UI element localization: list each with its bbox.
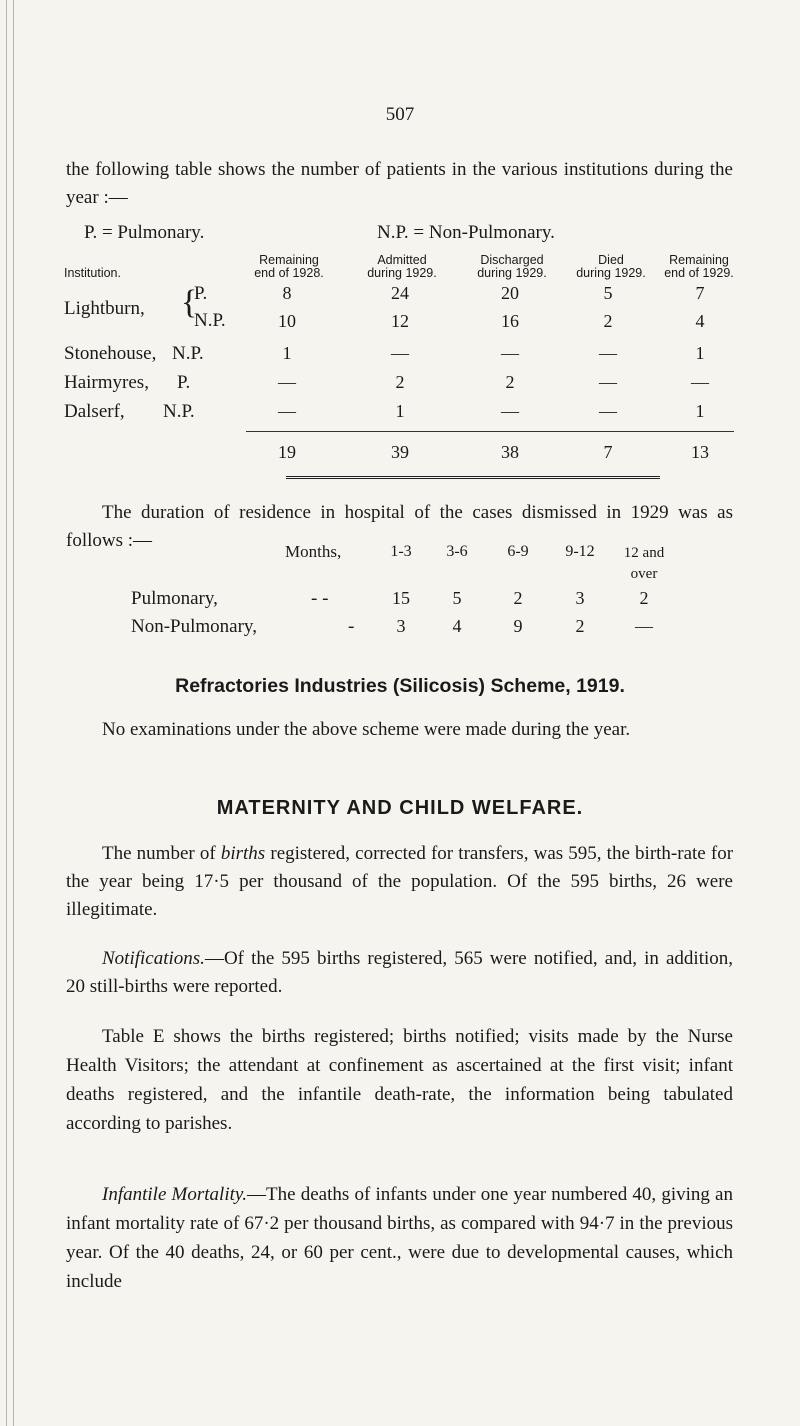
scan-edge-line bbox=[13, 0, 14, 1426]
patient-type: N.P. bbox=[194, 310, 226, 331]
page-number: 507 bbox=[385, 104, 415, 125]
table-cell: 15 bbox=[392, 588, 410, 608]
column-header: 9-12 bbox=[565, 543, 595, 560]
header-died: Died during 1929. bbox=[576, 253, 646, 280]
header-remaining-start: Remaining end of 1928. bbox=[254, 253, 324, 280]
legend-non-pulmonary: N.P. = Non-Pulmonary. bbox=[377, 222, 555, 243]
table-cell: 9 bbox=[513, 616, 523, 636]
total-cell: 19 bbox=[278, 442, 296, 462]
brace: { bbox=[181, 284, 198, 321]
table-cell: — bbox=[501, 343, 519, 363]
table-cell: 2 bbox=[575, 616, 585, 636]
table-cell: — bbox=[635, 616, 653, 636]
table-cell: 7 bbox=[695, 283, 705, 303]
table-cell: 1 bbox=[395, 401, 405, 421]
table-cell: 5 bbox=[452, 588, 462, 608]
table-double-rule bbox=[286, 476, 660, 479]
table-cell: 20 bbox=[501, 283, 519, 303]
column-header: 1-3 bbox=[390, 543, 412, 560]
infantile-mortality-paragraph: Infantile Mortality.—The deaths of infants under one year numbered 40, giving an infant mortality rate of 67·2 per thousand births, as compared with 94·7 in the previous year. Of the 40 deaths, 24, or 60 per cent., were due to developmental causes, which include bbox=[66, 1184, 733, 1292]
table-cell: — bbox=[501, 401, 519, 421]
row-dashes: - - bbox=[311, 588, 329, 609]
births-paragraph: The number of births registered, corrected for transfers, was 595, the birth-rate for the year being 17·5 per thousand of the population. Of the 595 births, 26 were illegitimate. bbox=[66, 843, 734, 920]
table-cell: 2 bbox=[639, 588, 649, 608]
table-cell: 12 bbox=[391, 311, 409, 331]
column-header-last: 12 and over bbox=[623, 545, 665, 582]
section-heading-refractories: Refractories Industries (Silicosis) Scheme, 1919. bbox=[175, 675, 625, 697]
section-heading-maternity: MATERNITY AND CHILD WELFARE. bbox=[216, 797, 584, 819]
total-cell: 7 bbox=[603, 442, 613, 462]
table-cell: 3 bbox=[396, 616, 406, 636]
row-dashes: - bbox=[348, 616, 355, 637]
table-cell: 1 bbox=[282, 343, 292, 363]
table-cell: — bbox=[599, 401, 617, 421]
refractories-paragraph: No examinations under the above scheme were made during the year. bbox=[102, 719, 631, 740]
column-header: 3-6 bbox=[446, 543, 468, 560]
patient-type: P. bbox=[177, 372, 191, 393]
table-cell: — bbox=[599, 372, 617, 392]
table-cell: 5 bbox=[603, 283, 613, 303]
intro-paragraph: the following table shows the number of patients in the various institutions during the year :— bbox=[66, 159, 733, 208]
institution-name: Stonehouse, bbox=[64, 343, 157, 364]
total-cell: 13 bbox=[691, 442, 709, 462]
table-rule bbox=[246, 431, 734, 432]
table-cell: 4 bbox=[695, 311, 705, 331]
table-cell: — bbox=[599, 343, 617, 363]
total-cell: 38 bbox=[501, 442, 519, 462]
table-cell: 1 bbox=[695, 401, 705, 421]
institution-name: Hairmyres, bbox=[64, 372, 149, 393]
legend-pulmonary: P. = Pulmonary. bbox=[84, 222, 205, 243]
header-remaining-end: Remaining end of 1929. bbox=[664, 253, 734, 280]
institution-name: Dalserf, bbox=[64, 401, 125, 422]
institution-name: Lightburn, bbox=[64, 298, 145, 319]
column-header: 6-9 bbox=[507, 543, 529, 560]
table-cell: 16 bbox=[501, 311, 519, 331]
row-label: Pulmonary, bbox=[131, 588, 218, 609]
table-cell: — bbox=[391, 343, 409, 363]
table-cell: 4 bbox=[452, 616, 462, 636]
table-cell: 8 bbox=[282, 283, 292, 303]
patient-type: N.P. bbox=[172, 343, 204, 364]
header-institution: Institution. bbox=[64, 266, 121, 280]
table-cell: — bbox=[278, 401, 296, 421]
table-cell: 2 bbox=[395, 372, 405, 392]
table-cell: 1 bbox=[695, 343, 705, 363]
table-cell: 10 bbox=[278, 311, 296, 331]
months-label: Months, bbox=[285, 542, 342, 561]
scan-edge-line bbox=[6, 0, 7, 1426]
header-admitted: Admitted during 1929. bbox=[367, 253, 437, 280]
duration-paragraph: The duration of residence in hospital of the cases dismissed in 1929 was as follows :— bbox=[66, 502, 733, 551]
table-cell: — bbox=[691, 372, 709, 392]
table-cell: 2 bbox=[505, 372, 515, 392]
table-cell: 2 bbox=[603, 311, 613, 331]
notifications-paragraph: Notifications.—Of the 595 births registered, 565 were notified, and, in addition, 20 still-births were reported. bbox=[66, 948, 733, 997]
table-e-paragraph: Table E shows the births registered; births notified; visits made by the Nurse Health Visitors; the attendant at confinement as ascertained at the first visit; infant deaths registered, and the infantile death-rate, the information being tabulated according to parishes. bbox=[66, 1026, 733, 1134]
table-cell: — bbox=[278, 372, 296, 392]
table-cell: 3 bbox=[575, 588, 585, 608]
row-label: Non-Pulmonary, bbox=[131, 616, 257, 637]
total-cell: 39 bbox=[391, 442, 409, 462]
header-discharged: Discharged during 1929. bbox=[477, 253, 547, 280]
patient-type: N.P. bbox=[163, 401, 195, 422]
patient-type: P. bbox=[194, 283, 208, 304]
table-cell: 24 bbox=[391, 283, 409, 303]
table-cell: 2 bbox=[513, 588, 523, 608]
